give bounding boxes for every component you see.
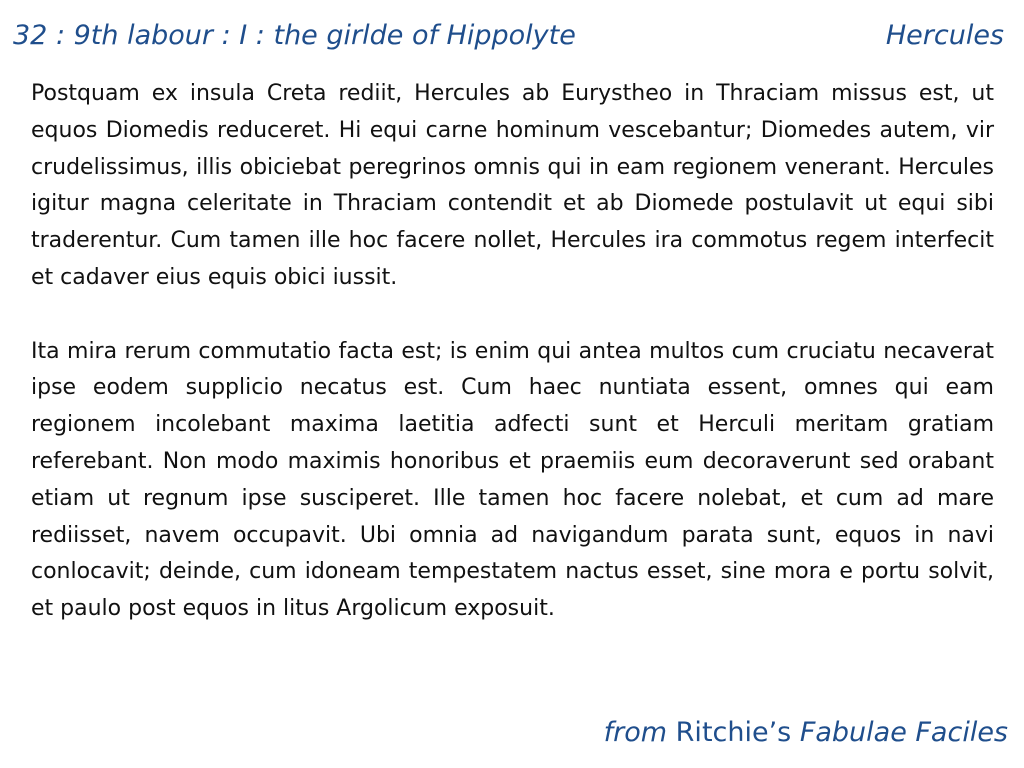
attribution-prefix: from: [603, 717, 668, 748]
attribution-author: Ritchie’s: [667, 717, 800, 748]
paragraph-1: Postquam ex insula Creta rediit, Hercules ab Eurystheo in Thraciam missus est, ut equos Diomedis reduceret. Hi equi carne hominum vescebantur; Diomedes autem, vir crudelissimus, illis obiciebat peregrinos omnis qui in eam regionem venerant. Hercules igitur magna celeritate in Thraciam contendit et ab Diomede postulavit ut equi sibi traderentur. Cum tamen ille hoc facere nollet, Hercules ira commotus regem interfecit et cadaver eius equis obici iussit.: [31, 81, 994, 290]
paragraph-2: Ita mira rerum commutatio facta est; is enim qui antea multos cum cruciatu necaverat ipse eodem supplicio necatus est. Cum haec nuntiata essent, omnes qui eam regionem incolebant maxima laetitia adfecti sunt et Herculi meritam gratiam referebant. Non modo maximis honoribus et praemiis eum decoraverunt sed orabant etiam ut regnum ipse susciperet. Ille tamen hoc facere nolebat, et cum ad mare rediisset, navem occupavit. Ubi omnia ad navigandum parata sunt, equos in navi conlocavit; deinde, cum idoneam tempestatem nactus esset, sine mora e portu solvit, et paulo post equos in litus Argolicum exposuit.: [31, 338, 994, 622]
source-attribution: [604, 715, 1008, 751]
slide-title: 32 : 9th labour : I : the girlde of Hippolyte: [13, 20, 576, 51]
slide-header: [13, 18, 1004, 58]
slide-subject: Hercules: [885, 20, 1004, 51]
attribution-work: Fabulae Faciles: [799, 717, 1008, 748]
latin-passage: [31, 76, 994, 628]
